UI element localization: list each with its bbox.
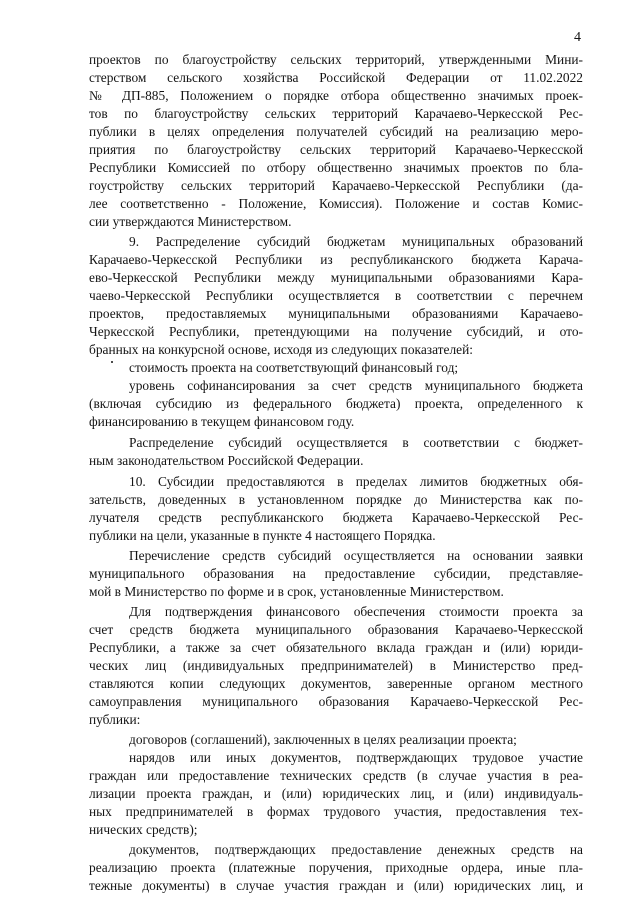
text-line: документов, подтверждающих предоставление денежных средств на	[129, 842, 583, 857]
text-line: (включая субсидию из федерального бюджета) проекта, определенного к	[89, 396, 583, 411]
text-line: счет средств бюджета муниципального образования Карачаево-Черкесской	[89, 622, 583, 637]
text-line: самоуправления муниципального образования Карачаево-Черкесской Рес-	[89, 694, 583, 709]
text-line: договоров (соглашений), заключенных в целях реализации проекта;	[129, 732, 517, 747]
text-line: проектов, предоставляемых муниципальными образованиями Карачаево-	[89, 306, 583, 321]
text-line: уровень софинансирования за счет средств муниципального бюджета	[129, 378, 583, 393]
text-line: публики в целях определения получателей субсидий на реализацию меро-	[89, 124, 583, 139]
text-line: Для подтверждения финансового обеспечения стоимости проекта за	[129, 604, 583, 619]
text-line: Перечисление средств субсидий осуществляется на основании заявки	[129, 548, 583, 563]
text-line: проектов по благоустройству сельских территорий, утвержденными Мини-	[89, 52, 583, 67]
text-line: стерством сельского хозяйства Российской Федерации от 11.02.2022	[89, 70, 583, 85]
text-line: стоимость проекта на соответствующий финансовый год;	[129, 360, 459, 375]
text-line: лее соответственно - Положение, Комиссия). Положение и состав Комис-	[89, 196, 583, 211]
text-line: тежные документы) в случае участия граждан и (или) юридических лиц, и	[89, 878, 583, 893]
text-line: ево-Черкесской Республики между муниципальными образованиями Кара-	[89, 270, 583, 285]
text-line: мой в Министерство по форме и в срок, установленные Министерством.	[89, 584, 504, 599]
text-line: Республики Комиссией по отбору общественно значимых проектов по бла-	[89, 160, 583, 175]
text-line: публики:	[89, 712, 141, 727]
text-line: гоустройству сельских территорий Карачаево-Черкесской Республики (да-	[89, 178, 583, 193]
stray-dot-mark	[111, 361, 113, 363]
text-line: нарядов или иных документов, подтверждающих трудовое участие	[129, 750, 583, 765]
text-line: нических средств);	[89, 822, 198, 837]
text-line: тов по благоустройству сельских территорий Карачаево-Черкесской Рес-	[89, 106, 583, 121]
text-line: ных предпринимателей в формах трудового участия, предоставления тех-	[89, 804, 583, 819]
text-line: финансированию в текущем финансовом году.	[89, 414, 355, 429]
page-number: 4	[574, 30, 581, 45]
text-line: Карачаево-Черкесской Республики из республиканского бюджета Карача-	[89, 252, 583, 267]
text-line: зательств, доведенных в установленном порядке до Министерства как по-	[89, 492, 583, 507]
text-line: лучателя средств республиканского бюджета Карачаево-Черкесской Рес-	[89, 510, 583, 525]
text-line: граждан или предоставление технических средств (в случае участия в реа-	[89, 768, 583, 783]
text-line: Черкесской Республики, претендующими на получение субсидий, и ото-	[89, 324, 583, 339]
text-line: ным законодательством Российской Федерации.	[89, 453, 364, 468]
text-line: реализацию проекта (платежные поручения, приходные ордера, иные пла-	[89, 860, 583, 875]
text-line: Распределение субсидий осуществляется в соответствии с бюджет-	[129, 435, 583, 450]
text-line: Республики, а также за счет обязательного вклада граждан и (или) юриди-	[89, 640, 583, 655]
text-line: 10. Субсидии предоставляются в пределах лимитов бюджетных обя-	[129, 474, 583, 489]
text-line: лизации проекта граждан, и (или) юридических лиц, и (или) индивидуаль-	[89, 786, 583, 801]
text-line: ческих лиц (индивидуальных предпринимателей) в Министерство пред-	[89, 658, 583, 673]
text-line: бранных на конкурсной основе, исходя из следующих показателей:	[89, 342, 473, 357]
text-line: публики на цели, указанные в пункте 4 настоящего Порядка.	[89, 528, 436, 543]
text-line: муниципального образования на предоставление субсидии, представляе-	[89, 566, 583, 581]
text-line: чаево-Черкесской Республики осуществляется в соответствии с перечнем	[89, 288, 583, 303]
text-line: сии утверждаются Министерством.	[89, 214, 292, 229]
text-line: 9. Распределение субсидий бюджетам муниципальных образований	[129, 234, 583, 249]
text-line: № ДП-885, Положением о порядке отбора общественно значимых проек-	[89, 88, 583, 103]
text-line: ставляются копии следующих документов, заверенные органом местного	[89, 676, 583, 691]
text-line: приятия по благоустройству сельских территорий Карачаево-Черкесской	[89, 142, 583, 157]
